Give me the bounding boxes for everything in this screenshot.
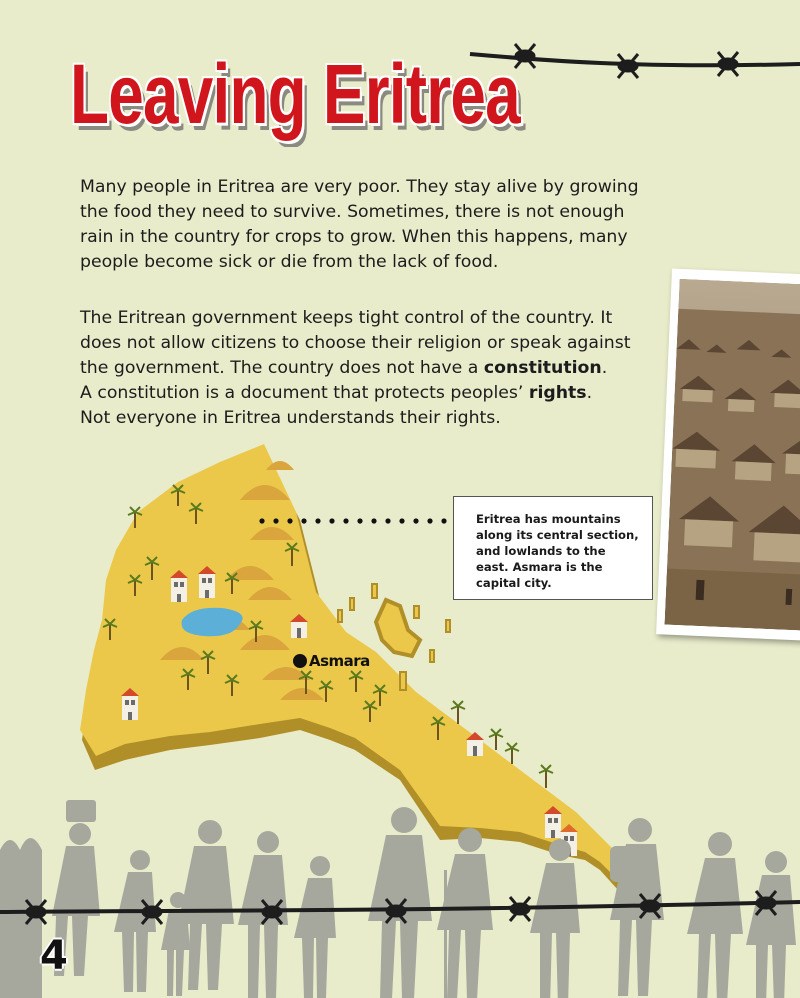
glossary-term-constitution: constitution	[483, 358, 602, 378]
page-title: Leaving Eritrea	[70, 47, 520, 141]
government-paragraph: The Eritrean government keeps tight control of the country. It does not allow citizens to choose their religion or speak against the government. The country does not have a constitution. A constitution is a document that protects peoples’ rights. Not everyone in Eritrea understands their rights.	[80, 308, 631, 428]
text-line: the government. The country does not have a	[80, 358, 484, 378]
text-line: A constitution is a document that protects peoples’	[80, 383, 529, 403]
intro-paragraph: Many people in Eritrea are very poor. They stay alive by growing the food they need to survive. Sometimes, there is not enough rain in the country for crops to grow. When this happens, many people become sick or die from the lack of food.	[80, 177, 639, 272]
text-line: Not everyone in Eritrea understands their rights.	[80, 408, 501, 428]
map-callout: Eritrea has mountains along its central section, and lowlands to the east. Asmara is the capital city.	[453, 496, 653, 600]
capital-label: Asmara	[309, 652, 370, 670]
page-number: 4	[40, 933, 68, 979]
glossary-term-rights: rights	[528, 383, 587, 403]
text-line: The Eritrean government keeps tight control of the country. It	[80, 308, 613, 328]
text-line: does not allow citizens to choose their religion or speak against	[80, 333, 631, 353]
